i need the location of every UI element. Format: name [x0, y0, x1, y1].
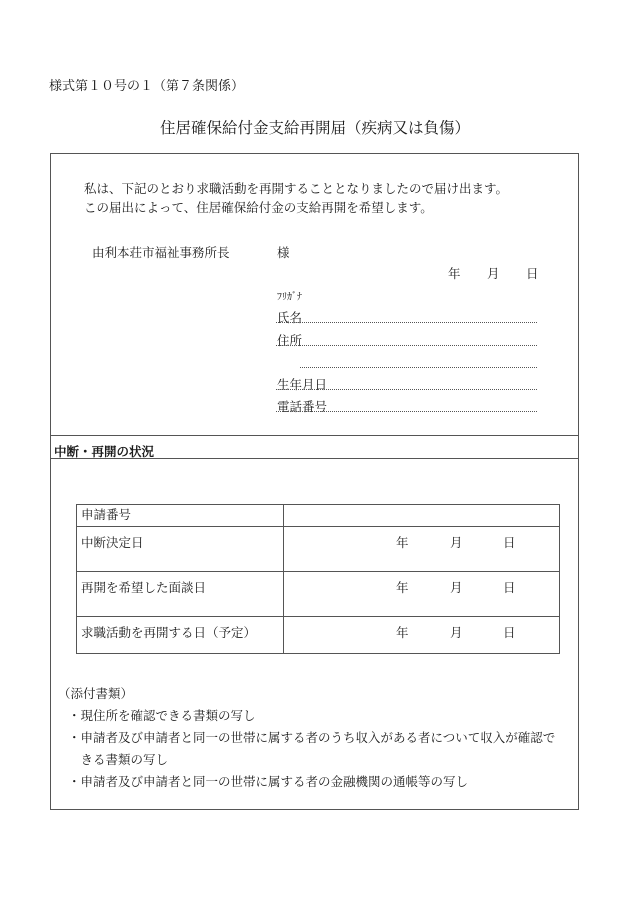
attachment-item: ・申請者及び申請者と同一の世帯に属する者のうち収入がある者について収入が確認で — [68, 730, 556, 745]
birthdate-field[interactable] — [276, 389, 537, 390]
phone-field[interactable] — [276, 411, 537, 412]
interview-date-day: 日 — [503, 580, 516, 595]
resume-date-year: 年 — [396, 625, 409, 640]
declaration-line-1: 私は、下記のとおり求職活動を再開することとなりましたので届け出ます。 — [84, 181, 509, 196]
resume-date-field[interactable] — [284, 617, 560, 654]
name-field[interactable] — [276, 322, 537, 323]
addressee: 由利本荘市福祉事務所長 — [92, 245, 230, 260]
attachment-item: ・申請者及び申請者と同一の世帯に属する者の金融機関の通帳等の写し — [68, 774, 469, 789]
furigana-label: ﾌﾘｶﾞﾅ — [277, 292, 302, 303]
form-code: 様式第１０号の１（第７条関係） — [49, 79, 245, 94]
name-label: 氏名 — [277, 310, 303, 325]
submit-date-day: 日 — [526, 266, 539, 281]
section-title: 中断・再開の状況 — [54, 444, 155, 459]
address-field-line-2[interactable] — [300, 367, 537, 368]
resume-date-month: 月 — [450, 625, 463, 640]
table-row — [77, 527, 560, 572]
suspension-date-label: 中断決定日 — [77, 527, 284, 572]
honorific: 様 — [277, 245, 290, 260]
attachments-heading: （添付書類） — [58, 686, 134, 701]
suspension-date-day: 日 — [503, 535, 516, 550]
status-table — [76, 504, 560, 654]
attachment-item-continued: きる書類の写し — [68, 752, 169, 767]
table-row — [77, 572, 560, 617]
suspension-date-month: 月 — [450, 535, 463, 550]
interview-date-label: 再開を希望した面談日 — [77, 572, 284, 617]
resume-date-day: 日 — [503, 625, 516, 640]
section-divider-bottom — [50, 458, 579, 459]
suspension-date-field[interactable] — [284, 527, 560, 572]
interview-date-field[interactable] — [284, 572, 560, 617]
address-field[interactable] — [276, 345, 537, 346]
interview-date-year: 年 — [396, 580, 409, 595]
submit-date-year: 年 — [448, 266, 461, 281]
address-label: 住所 — [277, 333, 303, 348]
birthdate-label: 生年月日 — [277, 377, 328, 392]
resume-date-label: 求職活動を再開する日（予定） — [77, 617, 284, 654]
interview-date-month: 月 — [450, 580, 463, 595]
form-title: 住居確保給付金支給再開届（疾病又は負傷） — [159, 119, 470, 137]
application-number-field[interactable] — [284, 505, 560, 527]
phone-label: 電話番号 — [277, 399, 328, 414]
declaration-line-2: この届出によって、住居確保給付金の支給再開を希望します。 — [84, 200, 433, 215]
submit-date-month: 月 — [487, 266, 500, 281]
application-number-label: 申請番号 — [77, 505, 284, 527]
suspension-date-year: 年 — [396, 535, 409, 550]
table-row — [77, 617, 560, 654]
table-row — [77, 505, 560, 527]
section-divider-top — [50, 435, 579, 436]
attachment-item: ・現住所を確認できる書類の写し — [68, 708, 256, 723]
